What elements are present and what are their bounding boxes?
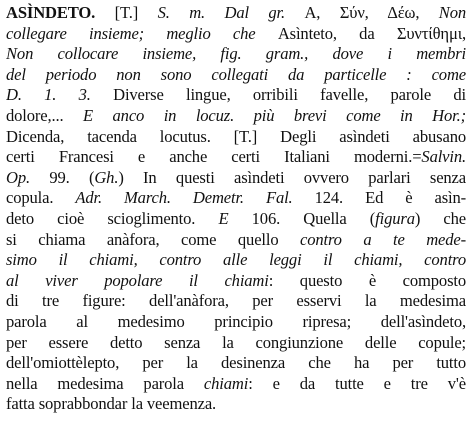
entry-text: D. 1. 3. — [6, 85, 114, 105]
entry-text: figura — [375, 209, 415, 228]
entry-text: Dicenda, tacenda locutus. — [6, 126, 234, 146]
entry-text: 99. ( — [49, 167, 95, 187]
entry-line — [6, 146, 466, 168]
entry-text: di tre figure: dell'anàfora, per esservi la medesima — [6, 291, 466, 311]
entry-text: : questo è composto — [268, 270, 466, 290]
entry-text: simo il chiami, contro alle leggi il chiami, contro — [6, 250, 466, 270]
entry-text: dell'omiottèlepto, per la desinenza che ha per tutto — [6, 353, 466, 373]
entry-line — [6, 2, 466, 24]
entry-line — [6, 23, 466, 45]
entry-text: [T.] — [233, 126, 281, 146]
entry-text: chiami — [203, 373, 249, 393]
entry-text: Adr. March. Demetr. Fal. — [75, 188, 315, 208]
entry-line — [6, 208, 466, 230]
entry-text: [T.] — [95, 3, 158, 22]
entry-text: 106. Quella ( — [251, 209, 376, 228]
entry-line — [6, 311, 466, 333]
entry-line — [6, 249, 466, 271]
entry-line — [6, 64, 466, 86]
entry-line — [6, 126, 466, 148]
entry-line — [6, 229, 466, 251]
entry-line — [6, 167, 466, 189]
entry-text: ) In questi asìndeti ovvero parlari senza — [118, 167, 466, 187]
entry-line — [6, 290, 466, 312]
entry-text: 124. — [314, 188, 366, 208]
entry-line — [6, 187, 466, 209]
entry-text: si chiama anàfora, come quello — [6, 229, 300, 249]
entry-line — [6, 373, 466, 395]
entry-text: fatta soprabbondar la veemenza. — [6, 394, 217, 414]
entry-text: ) che — [414, 209, 466, 228]
entry-line — [6, 270, 466, 292]
entry-line — [6, 332, 466, 354]
entry-text: copula. — [6, 188, 76, 208]
entry-text: Diverse lingue, orribili favelle, parole di — [113, 85, 466, 105]
entry-text: Non collocare insieme, fig. gram., dove i membri — [6, 44, 466, 64]
entry-text: Op. — [6, 167, 50, 187]
entry-text: E anco in locuz. più brevi come in Hor.; — [83, 106, 466, 125]
entry-text: Non — [438, 3, 466, 22]
entry-text: S. m. Dal gr. — [157, 3, 305, 22]
entry-text: dolore,... — [6, 106, 84, 125]
entry-text: Degli asìndeti abusano — [280, 126, 466, 146]
entry-line — [6, 352, 466, 374]
entry-text: nella medesima parola — [6, 373, 204, 393]
entry-text: Ed è asìn- — [365, 188, 466, 208]
entry-text: collegare insieme; meglio che — [6, 23, 278, 43]
entry-text: E — [218, 209, 252, 228]
entry-text: Asìnteto, da — [277, 23, 397, 43]
entry-text: Gh. — [94, 167, 119, 187]
entry-text: certi Francesi e anche certi Italiani moderni.= — [6, 147, 422, 167]
entry-line — [6, 393, 466, 415]
entry-text: al viver popolare il chiami — [6, 270, 269, 290]
entry-text: deto cioè scioglimento. — [6, 209, 219, 228]
entry-line — [6, 84, 466, 106]
entry-text: Συντίθημι, — [396, 23, 466, 43]
entry-text: : e da tutte e tre v'è — [248, 373, 466, 393]
entry-headword: ASÌNDETO. — [6, 3, 96, 22]
entry-text: per essere detto senza la congiunzione delle copule; — [6, 332, 466, 352]
entry-line — [6, 105, 466, 127]
entry-text: Salvin. — [421, 147, 466, 167]
entry-text: contro a te mede- — [300, 229, 466, 249]
entry-text: parola al medesimo principio ripresa; dell'asìndeto, — [6, 312, 466, 331]
entry-text: Α, Σύν, Δέω, — [304, 3, 439, 22]
entry-text: del periodo non sono collegati da particelle : come — [6, 64, 466, 84]
entry-line — [6, 43, 466, 65]
